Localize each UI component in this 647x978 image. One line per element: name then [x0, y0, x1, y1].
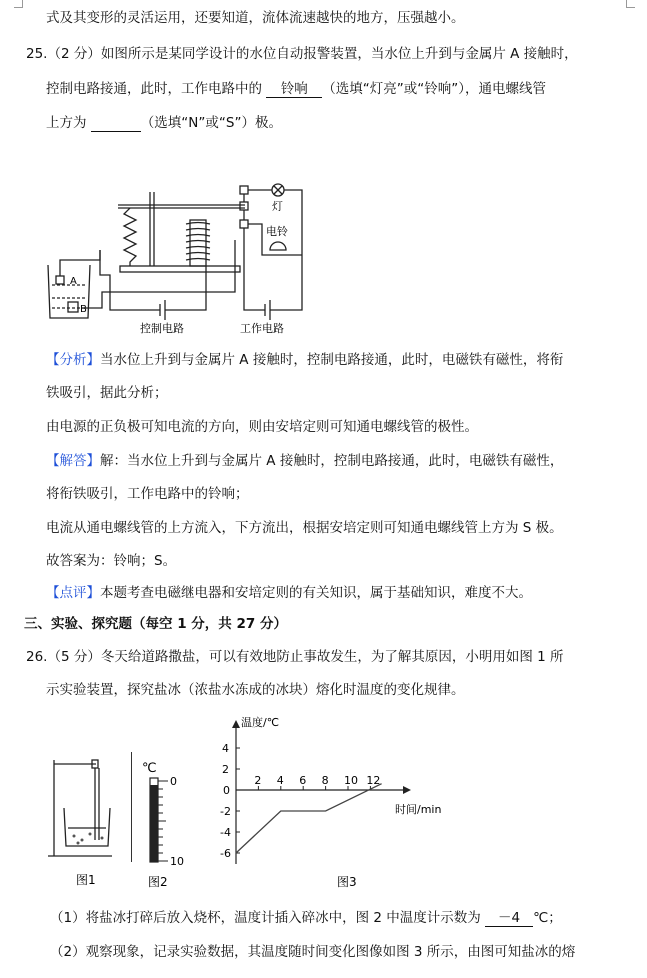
answer-tag: 【解答】 — [46, 453, 100, 469]
lamp-label: 灯 — [272, 200, 283, 213]
y-tick-label: 0 — [223, 784, 230, 797]
x-tick-label: 12 — [366, 774, 381, 787]
fig-divider — [131, 752, 132, 862]
analysis-line1 — [46, 350, 563, 370]
q26-fig2-thermometer — [136, 756, 196, 888]
chart-ylabel: 温度/℃ — [241, 716, 280, 729]
q25-text: （选填“灯亮”或“铃响”），通电螺线管 — [322, 81, 547, 97]
q26-sub1 — [50, 908, 562, 928]
chart-xlabel: 时间/min — [395, 803, 442, 816]
q25-answer-blank2 — [91, 115, 141, 132]
q26-sub2: （2）观察现象，记录实验数据，其温度随时间变化图像如图 3 所示，由图可知盐冰的熔 — [50, 944, 576, 960]
answer-line4: 故答案为：铃响；S。 — [46, 553, 177, 569]
thermo-tick-10: 10 — [170, 855, 184, 868]
analysis-line2: 铁吸引，据此分析； — [46, 385, 168, 401]
x-tick-label: 10 — [344, 774, 358, 787]
analysis-tag: 【分析】 — [46, 352, 100, 368]
analysis-line3: 由电源的正负极可知电流的方向，则由安培定则可知通电螺线管的极性。 — [46, 419, 478, 435]
q25-line3 — [46, 113, 282, 133]
section-heading: 三、实验、探究题（每空 1 分，共 27 分） — [24, 616, 287, 632]
fig2-caption: 图2 — [148, 875, 168, 888]
q25-text: 控制电路接通，此时，工作电路中的 — [46, 81, 262, 97]
answer-text: 解：当水位上升到与金属片 A 接触时，控制电路接通，此时，电磁铁有磁性， — [100, 453, 564, 469]
y-tick-label: -2 — [220, 805, 231, 818]
x-tick-label: 2 — [254, 774, 262, 787]
q25-line2 — [46, 79, 546, 99]
q26-line2: 示实验装置，探究盐冰（浓盐水冻成的冰块）熔化时温度的变化规律。 — [46, 682, 465, 698]
q25-text: 上方为 — [46, 115, 87, 131]
y-axis-arrow — [232, 720, 240, 728]
fig3-caption: 图3 — [337, 875, 357, 889]
label-a: A — [70, 276, 77, 287]
q26-temp-answer: －4 — [485, 910, 533, 927]
fig1-caption: 图1 — [76, 873, 96, 887]
x-tick-label: 6 — [299, 774, 307, 787]
analysis-text: 当水位上升到与金属片 A 接触时，控制电路接通，此时，电磁铁有磁性，将衔 — [100, 352, 564, 368]
q26-fig1-apparatus — [46, 748, 124, 888]
answer-line2: 将衔铁吸引，工作电路中的铃响； — [46, 486, 249, 502]
temperature-line — [236, 784, 382, 853]
label-b: B — [80, 304, 87, 315]
bell-label: 电铃 — [266, 225, 288, 238]
work-circuit-label: 工作电路 — [240, 322, 284, 335]
y-tick-label: -4 — [220, 826, 231, 839]
y-tick-label: 2 — [222, 763, 229, 776]
page-corner-mark — [626, 0, 635, 8]
answer-line3: 电流从通电螺线管的上方流入，下方流出，根据安培定则可知通电螺线管上方为 S 极。 — [46, 520, 563, 536]
q25-text: （选填“N”或“S”）极。 — [140, 115, 282, 131]
y-tick-label: 4 — [222, 742, 229, 755]
q26-fig3-chart — [205, 712, 455, 892]
page-corner-mark — [14, 0, 23, 8]
q25-answer-blank1: 铃响 — [266, 81, 322, 98]
x-tick-label: 8 — [321, 774, 329, 787]
comment-line — [46, 583, 532, 603]
control-circuit-label: 控制电路 — [140, 322, 184, 335]
comment-text: 本题考查电磁继电器和安培定则的有关知识，属于基础知识，难度不大。 — [100, 585, 532, 601]
q26-line1: 26.（5 分）冬天给道路撒盐，可以有效地防止事故发生，为了解其原因，小明用如图 1 所 — [26, 649, 564, 665]
answer-line1 — [46, 451, 563, 471]
q25-line1: 25.（2 分）如图所示是某同学设计的水位自动报警装置，当水位上升到与金属片 A 接触时， — [26, 46, 578, 62]
thermo-tick-0: 0 — [170, 775, 177, 788]
q26-sub1-unit: ℃； — [533, 910, 562, 926]
y-tick-label: -6 — [220, 847, 231, 860]
x-tick-label: 4 — [276, 774, 284, 787]
q26-sub1-text: （1）将盐冰打碎后放入烧杯，温度计插入碎冰中，图 2 中温度计示数为 — [50, 910, 481, 926]
prev-text-line: 式及其变形的灵活运用，还要知道，流体流速越快的地方，压强越小。 — [46, 10, 465, 26]
q25-circuit-figure — [40, 180, 320, 340]
thermometer-unit: ℃ — [142, 761, 157, 776]
comment-tag: 【点评】 — [46, 585, 100, 601]
